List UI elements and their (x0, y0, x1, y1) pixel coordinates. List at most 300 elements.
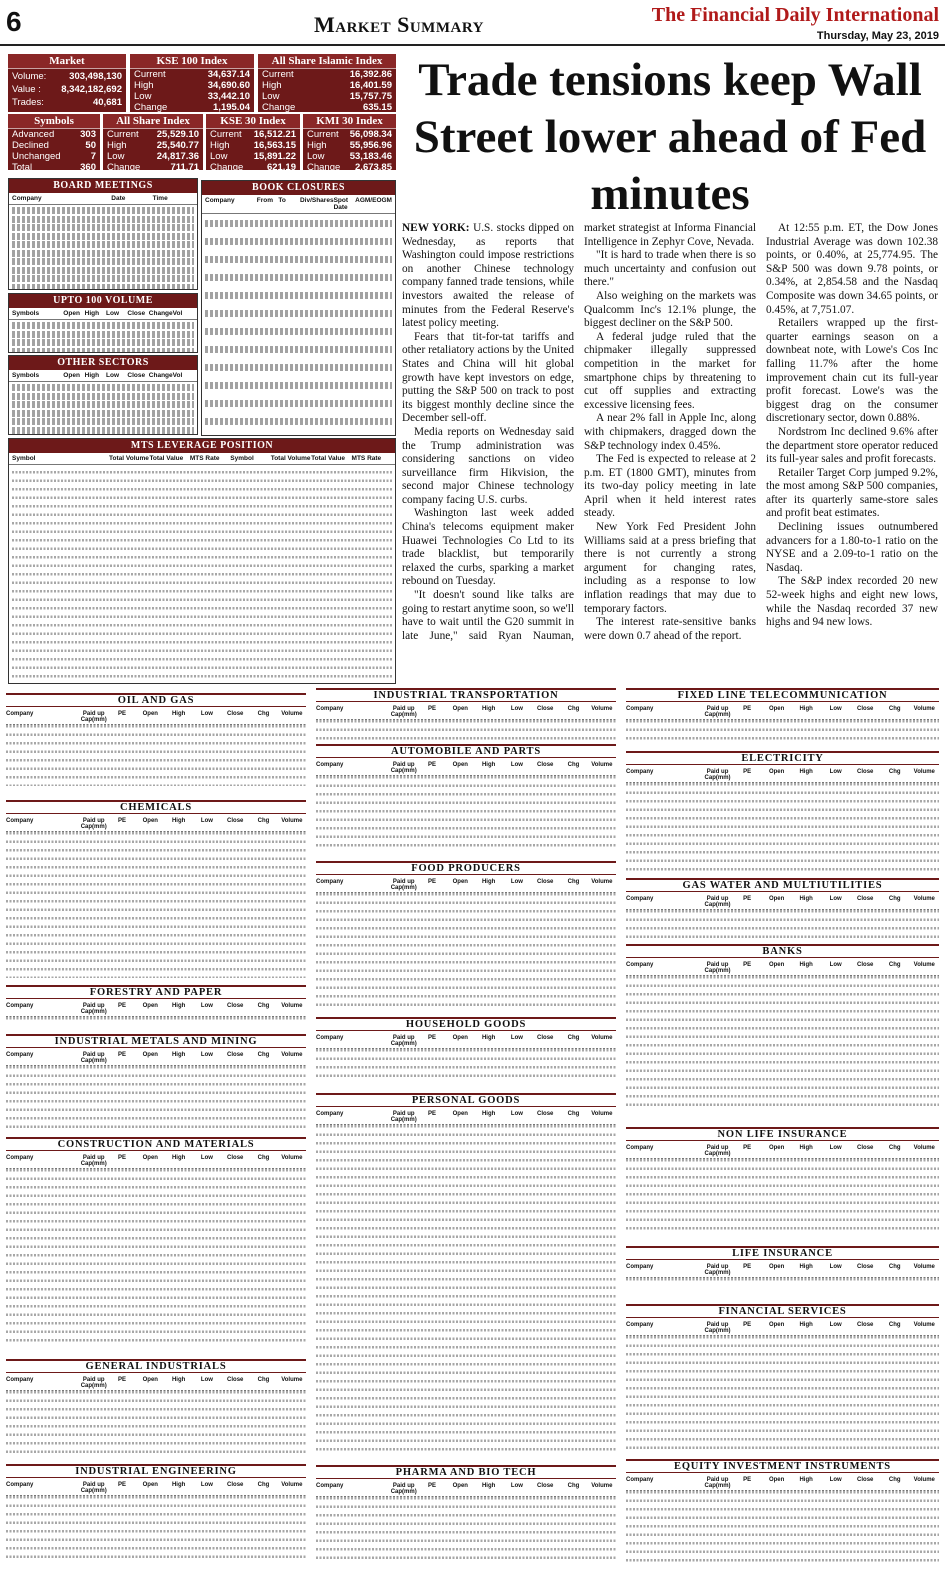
column-header: Open (452, 762, 468, 768)
column-header: High (799, 1145, 813, 1151)
column-header: Chg (567, 1035, 580, 1041)
column-header: Low (829, 706, 842, 712)
paragraph: A federal judge ruled that the chipmaker illegally suppressed competition in the market for smartphone chips by threatening to cut off supplies and extracting excessive licensing fees. (584, 330, 756, 411)
column-header: Symbol (230, 455, 254, 462)
column-header: Volume (281, 1003, 303, 1009)
column-header: PE (118, 1003, 127, 1009)
column-header: Chg (567, 762, 580, 768)
paragraph: A near 2% fall in Apple Inc, along with chipmakers, dragged down the S&P technology index 0.45%. (584, 412, 756, 452)
islamic-box (258, 54, 396, 112)
sector-title-personal: PERSONAL GOODS (316, 1093, 616, 1107)
column-header: PE (428, 706, 437, 712)
column-header: PE (743, 896, 752, 902)
column-header: Open (142, 1155, 158, 1161)
column-header: Paid up Cap(mm) (390, 1035, 417, 1047)
table-rows (12, 469, 392, 679)
sector-title-life: LIFE INSURANCE (626, 1246, 939, 1260)
column-header: Volume (913, 1322, 935, 1328)
column-header: PE (743, 706, 752, 712)
sector-title-food: FOOD PRODUCERS (316, 861, 616, 875)
column-header: Vol (172, 372, 183, 379)
column-header: PE (428, 1483, 437, 1489)
column-header: High (799, 1322, 813, 1328)
column-header: Chg (257, 1003, 270, 1009)
column-header: Time (152, 195, 168, 202)
stat-value: 55,956.96 (349, 140, 392, 151)
column-header: High (799, 769, 813, 775)
stat-value: 7 (90, 151, 96, 162)
column-header: Company (626, 962, 654, 968)
sector-rows (6, 1167, 306, 1347)
column-header: Close (227, 1377, 244, 1383)
column-header: PE (118, 1377, 127, 1383)
column-header: Volume (281, 1377, 303, 1383)
column-header: Low (200, 711, 213, 717)
column-header: Chg (567, 1111, 580, 1117)
dateline: NEW YORK: (402, 222, 470, 234)
column-header: Close (127, 372, 146, 379)
column-header: Chg (567, 706, 580, 712)
column-header: PE (743, 1264, 752, 1270)
kse100-box (130, 54, 254, 112)
sector-title-financial: FINANCIAL SERVICES (626, 1304, 939, 1318)
column-header: Open (768, 1477, 785, 1483)
column-header: Company (6, 818, 34, 824)
stat-value: 360 (80, 162, 96, 173)
column-header: Company (6, 1155, 34, 1161)
column-header: PE (118, 818, 127, 824)
stat-label: High (307, 140, 327, 151)
column-header: High (481, 879, 496, 885)
column-header: High (171, 818, 186, 824)
market-stats (8, 54, 396, 173)
column-header: Paid up Cap(mm) (80, 1003, 107, 1015)
column-header: Company (316, 1111, 344, 1117)
stat-value: 15,891.22 (253, 151, 296, 162)
paragraph: Washington last week added China's telecoms equipment maker Huawei Technologies Co Ltd to its trade blacklist, but temporarily relaxed the curbs, sparking a market rebound on Tuesday. (402, 507, 574, 588)
sector-title-chemicals: CHEMICALS (6, 800, 306, 814)
stat-value: 621.19 (266, 162, 296, 173)
column-header: Close (857, 769, 874, 775)
column-header: Company (626, 896, 654, 902)
column-header: AGM/EOGM (355, 197, 392, 204)
column-header: Company (6, 711, 34, 717)
column-header: PE (743, 769, 752, 775)
column-header: Volume (913, 896, 935, 902)
column-header: Company (6, 1377, 34, 1383)
sector-title-forestry: FORESTRY AND PAPER (6, 985, 306, 999)
column-header: Low (106, 372, 120, 379)
stat-label: Current (307, 129, 339, 140)
stat-value: 24,817.36 (156, 151, 199, 162)
stat-label: Change (262, 102, 296, 113)
column-header: Chg (888, 706, 901, 712)
column-header: Symbol (12, 455, 36, 462)
column-header: Close (537, 1035, 554, 1041)
stat-value: 711.71 (170, 162, 199, 173)
sector-rows (6, 830, 306, 978)
column-header: Date (111, 195, 126, 202)
paragraph: Also weighing on the markets was Qualcomm Inc's 12.1% plunge, the biggest decliner on the S&P 500. (584, 289, 756, 330)
paragraph: New York Fed President John Williams said at a press briefing that there is not currently a strong argument for changing rates, including as a response to low inflation readings that may due to temporary factors. (584, 521, 756, 615)
column-header: Company (316, 706, 344, 712)
sector-rows (316, 774, 616, 852)
column-header: Paid up Cap(mm) (704, 962, 731, 974)
column-header: Open (768, 1145, 785, 1151)
symbols-title: Symbols (8, 114, 100, 129)
stat-value: 25,540.77 (156, 140, 199, 151)
column-header: High (171, 1377, 186, 1383)
column-header: Chg (888, 769, 901, 775)
board-meetings-table (8, 178, 198, 290)
column-header: Volume (913, 1264, 935, 1270)
stat-value: 34,690.60 (207, 80, 250, 91)
column-header: PE (428, 762, 437, 768)
column-header: Close (857, 896, 874, 902)
column-header: High (481, 1111, 496, 1117)
column-header: Open (768, 769, 785, 775)
sector-rows (626, 974, 939, 1112)
column-header: Chg (257, 711, 270, 717)
sector-rows (316, 1123, 616, 1456)
table-rows (9, 382, 197, 435)
paragraph: Retailers wrapped up the first-quarter earnings season on a downbeat note, with Lowe's Cos Inc falling 11.7% after the home improvement chain cut its full-year profit forecast. Lowe's was the biggest drag on the consumer discretionary sector, down 0.88%. (766, 317, 938, 425)
column-header: Paid up Cap(mm) (80, 1482, 107, 1494)
column-header: Chg (257, 1052, 270, 1058)
paragraph: The Fed is expected to release at 2 p.m. ET (1800 GMT), minutes from its two-day policy meeting in late April when it held interest rates steady. (584, 453, 756, 520)
stat-value: 8,342,182,692 (61, 84, 122, 95)
stat-label: Change (210, 162, 244, 173)
column-header: Chg (888, 1322, 901, 1328)
column-header: Open (768, 962, 785, 968)
column-header: Volume (913, 1145, 935, 1151)
column-header: Chg (257, 1155, 270, 1161)
stat-value: 16,401.59 (349, 80, 392, 91)
column-header: High (171, 1155, 186, 1161)
table-rows (202, 214, 395, 436)
column-header: Total Value (311, 455, 345, 462)
column-header: Close (127, 310, 146, 317)
column-header: Company (316, 762, 344, 768)
column-header: Open (452, 1483, 468, 1489)
column-header: Paid up Cap(mm) (80, 711, 107, 723)
column-header: Open (452, 1035, 468, 1041)
column-header: Volume (281, 818, 303, 824)
stat-label: Low (134, 91, 152, 102)
column-header: Symbols (12, 372, 40, 379)
sector-rows (316, 891, 616, 1009)
column-header: Paid up Cap(mm) (704, 769, 731, 781)
column-header: Volume (913, 1477, 935, 1483)
paragraph: The interest rate-sensitive banks were down 0.7 ahead of the report. (584, 616, 756, 642)
column-header: PE (428, 1035, 437, 1041)
column-header: PE (743, 1322, 752, 1328)
column-header: Chg (567, 1483, 580, 1489)
mts-leverage-table (8, 438, 396, 684)
stat-value: 15,757.75 (349, 91, 392, 102)
sector-title-oil-and-gas: OIL AND GAS (6, 693, 306, 707)
column-header: PE (118, 711, 127, 717)
column-header: Close (857, 1322, 874, 1328)
sector-rows (626, 1276, 939, 1282)
column-header: Chg (257, 1377, 270, 1383)
column-header: Paid up Cap(mm) (704, 706, 731, 718)
stat-label: Low (210, 151, 228, 162)
column-header: Low (510, 1483, 523, 1489)
kse30-title: KSE 30 Index (206, 114, 300, 129)
column-header: Chg (888, 962, 901, 968)
column-header: Close (227, 1052, 244, 1058)
stat-label: Low (107, 151, 125, 162)
page-number: 6 (6, 6, 22, 37)
column-header: Volume (591, 1111, 613, 1117)
sector-rows (316, 1495, 616, 1563)
column-header: Close (227, 1482, 244, 1488)
column-header: High (171, 1052, 186, 1058)
column-header: Low (200, 1482, 213, 1488)
column-header: Open (452, 706, 468, 712)
stat-value: 53,183.46 (349, 151, 392, 162)
sector-rows (6, 1494, 306, 1564)
column-header: Open (63, 372, 80, 379)
column-header: Close (537, 1483, 554, 1489)
stat-value: 16,512.21 (253, 129, 296, 140)
column-header: Low (510, 762, 523, 768)
column-header: Paid up Cap(mm) (80, 1377, 107, 1389)
column-header: Close (227, 1003, 244, 1009)
column-header: Open (768, 706, 785, 712)
paragraph: Declining issues outnumbered advancers for a 1.80-to-1 ratio on the NYSE and a 2.09-to-1 ratio on the Nasdaq. (766, 521, 938, 574)
column-header: MTS Rate (351, 455, 382, 462)
column-header: Paid up Cap(mm) (80, 1052, 107, 1064)
sector-rows (316, 718, 616, 741)
column-header: Open (142, 1377, 158, 1383)
column-header: Open (142, 1052, 158, 1058)
column-header: Close (857, 1264, 874, 1270)
stat-label: High (107, 140, 127, 151)
column-header: Paid up Cap(mm) (704, 1145, 731, 1157)
column-header: Div/Shares (299, 197, 334, 204)
stat-label: Volume: (12, 71, 47, 82)
upto-100-volume-title: UPTO 100 VOLUME (9, 294, 197, 308)
column-header: Paid up Cap(mm) (390, 762, 417, 774)
column-header: Open (142, 711, 158, 717)
column-header: Total Volume (270, 455, 311, 462)
stat-value: 2,673.85 (355, 162, 392, 173)
sector-title-equity: EQUITY INVESTMENT INSTRUMENTS (626, 1459, 939, 1473)
sector-rows (626, 1489, 939, 1563)
stat-value: 16,563.15 (253, 140, 296, 151)
paragraph: "It doesn't sound like talks are going to restart anytime soon, so we'll have to wait until the G20 summit in late June," said Ryan Nauman, market strategist at Informa Financial Intelligence in Zephyr Cove, Nevada. (402, 222, 756, 642)
column-header: Company (6, 1482, 34, 1488)
column-header: PE (118, 1482, 127, 1488)
stat-label: Declined (12, 140, 49, 151)
column-header: Low (510, 1111, 523, 1117)
column-header: Change (148, 310, 173, 317)
sector-title-fixed-line: FIXED LINE TELECOMMUNICATION (626, 688, 939, 702)
column-header: Low (200, 1003, 213, 1009)
article-body (402, 222, 938, 684)
column-header: Company (626, 706, 654, 712)
column-header: Paid up Cap(mm) (80, 818, 107, 830)
column-header: Low (829, 962, 842, 968)
all-share-box (103, 114, 203, 173)
stat-label: Current (107, 129, 139, 140)
stat-value: 50 (85, 140, 96, 151)
column-header: High (84, 372, 100, 379)
sector-title-non-life: NON LIFE INSURANCE (626, 1127, 939, 1141)
stat-label: Current (210, 129, 242, 140)
kse30-box (206, 114, 300, 173)
column-header: Close (227, 818, 244, 824)
stat-value: 40,681 (92, 97, 122, 108)
sector-rows (626, 1334, 939, 1452)
column-header: Change (148, 372, 173, 379)
column-header: Volume (281, 1052, 303, 1058)
stat-label: High (210, 140, 230, 151)
paragraph (402, 222, 574, 331)
column-header: Company (205, 197, 235, 204)
stat-label: Low (307, 151, 325, 162)
stat-label: Advanced (12, 129, 55, 140)
sector-title-auto: AUTOMOBILE AND PARTS (316, 744, 616, 758)
paragraph: Fears that tit-for-tat tariffs and other retaliatory actions by the United States and China will hit global growth have kept investors on edge, putting the S&P 500 on track to post its biggest monthly decline since the December sell-off. (402, 330, 574, 425)
stat-label: Current (134, 69, 166, 80)
column-header: Close (857, 706, 874, 712)
column-header: Low (200, 818, 213, 824)
stat-label: Unchanged (12, 151, 61, 162)
paragraph: Media reports on Wednesday said the Trump administration was considering sanctions on video surveillance firm Hikvision, the second major Chinese technology company facing U.S. curbs. (402, 425, 574, 506)
sector-rows (6, 1015, 306, 1025)
column-header: Paid up Cap(mm) (390, 1483, 417, 1495)
column-header: Volume (281, 1482, 303, 1488)
column-header: PE (428, 879, 437, 885)
column-header: Volume (913, 962, 935, 968)
column-header: Company (316, 879, 344, 885)
sector-title-metals: INDUSTRIAL METALS AND MINING (6, 1034, 306, 1048)
column-header: Low (200, 1155, 213, 1161)
column-header: Volume (913, 769, 935, 775)
column-header: Chg (257, 1482, 270, 1488)
stat-value: 25,529.10 (156, 129, 199, 140)
column-header: Close (857, 1477, 874, 1483)
column-header: Low (510, 1035, 523, 1041)
column-header: Volume (281, 1155, 303, 1161)
sector-title-general: GENERAL INDUSTRIALS (6, 1359, 306, 1373)
column-header: Low (829, 1145, 842, 1151)
column-header: Volume (591, 1483, 613, 1489)
column-header: Vol (172, 310, 183, 317)
column-header: High (481, 1483, 496, 1489)
paragraph: Retailer Target Corp jumped 9.2%, the most among S&P 500 companies, after its quarterly same-store sales and profit beat estimates. (766, 466, 938, 520)
column-header: Company (316, 1035, 344, 1041)
column-header: Close (537, 706, 554, 712)
column-header: Chg (888, 1264, 901, 1270)
column-header: Chg (888, 1477, 901, 1483)
column-header: Chg (888, 896, 901, 902)
column-header: High (171, 1003, 186, 1009)
column-header: Open (63, 310, 80, 317)
column-header: High (799, 706, 813, 712)
kmi30-title: KMI 30 Index (303, 114, 396, 129)
board-meetings-title: BOARD MEETINGS (9, 179, 197, 193)
market-box-title: Market (8, 54, 126, 69)
column-header: PE (743, 1145, 752, 1151)
sector-title-gas-water: GAS WATER AND MULTIUTILITIES (626, 878, 939, 892)
page-header (0, 0, 945, 46)
column-header: Low (829, 1322, 842, 1328)
column-header: Low (829, 896, 842, 902)
stat-label: Value : (12, 84, 41, 95)
column-header: Close (857, 1145, 874, 1151)
column-header: Chg (257, 818, 270, 824)
sector-title-construction: CONSTRUCTION AND MATERIALS (6, 1137, 306, 1151)
kmi30-box (303, 114, 396, 173)
book-closures-table (201, 180, 396, 436)
stat-label: Low (262, 91, 280, 102)
column-header: PE (743, 1477, 752, 1483)
stat-value: 56,098.34 (349, 129, 392, 140)
column-header: Open (142, 1482, 158, 1488)
stat-value: 34,637.14 (207, 69, 250, 80)
column-header: From (256, 197, 274, 204)
column-header: Paid up Cap(mm) (704, 896, 731, 908)
sector-rows (316, 1047, 616, 1083)
column-header: PE (428, 1111, 437, 1117)
column-header: PE (743, 962, 752, 968)
column-header: High (799, 1477, 813, 1483)
sector-title-household: HOUSEHOLD GOODS (316, 1017, 616, 1031)
column-header: Volume (281, 711, 303, 717)
column-header: Close (537, 762, 554, 768)
column-header: Company (6, 1003, 34, 1009)
table-rows (9, 205, 197, 290)
stat-value: 303 (80, 129, 96, 140)
column-header: Low (510, 879, 523, 885)
market-box (8, 54, 126, 112)
paragraph-text: U.S. stocks dipped on Wednesday, as reports that Washington could impose restrictions on another Chinese technology company fanned trade tensions, while investors awaited the release of minutes from the Federal Reserve's latest policy meeting. (402, 222, 575, 330)
column-header: Company (6, 1052, 34, 1058)
column-header: MTS Rate (189, 455, 220, 462)
headline: Trade tensions keep Wall Street lower ahead of Fed minutes (413, 54, 927, 220)
column-header: High (171, 1482, 186, 1488)
column-header: Open (142, 1003, 158, 1009)
column-header: Open (452, 1111, 468, 1117)
column-header: Low (829, 1477, 842, 1483)
column-header: Spot Date (333, 197, 349, 211)
table-rows (9, 320, 197, 353)
symbols-box (8, 114, 100, 173)
paragraph: "It is hard to trade when there is so much uncertainty and confusion out there." (584, 249, 756, 289)
column-header: Close (537, 1111, 554, 1117)
column-header: Paid up Cap(mm) (80, 1155, 107, 1167)
column-header: Open (768, 896, 785, 902)
stat-value: 16,392.86 (349, 69, 392, 80)
column-header: Low (829, 1264, 842, 1270)
sector-rows (6, 1064, 306, 1130)
stat-label: High (262, 80, 282, 91)
stat-value: 303,498,130 (69, 71, 122, 82)
column-header: Company (626, 1322, 654, 1328)
column-header: Paid up Cap(mm) (704, 1322, 731, 1334)
column-header: Open (142, 818, 158, 824)
paragraph: Nordstrom Inc declined 9.6% after the department store operator reduced its full-year sales and profit forecasts. (766, 425, 938, 466)
kse100-title: KSE 100 Index (130, 54, 254, 69)
column-header: High (799, 962, 813, 968)
column-header: Total Volume (109, 455, 149, 462)
stat-label: Current (262, 69, 294, 80)
issue-date: Thursday, May 23, 2019 (816, 30, 939, 42)
